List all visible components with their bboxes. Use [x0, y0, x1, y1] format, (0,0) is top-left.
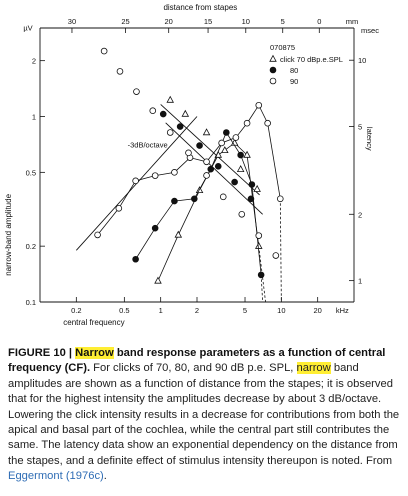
legend-marker-0 — [270, 56, 276, 62]
annotation-3db-octave: -3dB/octave — [127, 140, 168, 150]
amplitude-point-80-6 — [238, 152, 244, 158]
latency-point-70-0 — [167, 97, 173, 103]
latency-point-90-1 — [117, 68, 123, 74]
bottom-tick-label-0.5: 0.5 — [119, 306, 130, 315]
latency-point-90-6 — [204, 173, 210, 179]
top-tick-label-5: 5 — [280, 17, 285, 26]
bottom-tick-label-0.2: 0.2 — [71, 306, 82, 315]
latency-point-90-4 — [167, 130, 173, 136]
amplitude-point-90-3 — [152, 173, 158, 179]
amplitude-point-80-3 — [191, 196, 197, 202]
legend-marker-1 — [270, 67, 276, 73]
bottom-tick-label-2: 2 — [194, 306, 200, 315]
latency-point-90-9 — [256, 233, 262, 239]
amplitude-point-80-4 — [208, 166, 214, 172]
top-tick-label-20: 20 — [164, 17, 173, 26]
amplitude-point-90-2 — [133, 178, 139, 184]
figure-caption — [8, 346, 402, 485]
top-axis-title: distance from stapes — [163, 3, 238, 12]
right-tick-label-2: 2 — [358, 210, 363, 220]
amplitude-point-90-7 — [219, 140, 225, 146]
amplitude-point-80-2 — [172, 198, 178, 204]
amplitude-point-80-1 — [152, 225, 158, 231]
amplitude-point-80-5 — [223, 130, 229, 136]
latency-trend-line-1 — [161, 104, 260, 194]
amplitude-tail-90 — [280, 199, 281, 302]
latency-point-80-1 — [177, 124, 183, 130]
bottom-tick-label-5: 5 — [242, 306, 248, 315]
caption-end: . — [103, 470, 107, 483]
right-axis-unit: msec — [361, 25, 379, 35]
left-tick-label-2: 2 — [31, 56, 36, 66]
amplitude-point-90-10 — [256, 102, 262, 108]
legend-label-0: click 70 dBp.e.SPL — [280, 55, 343, 64]
latency-point-80-3 — [215, 163, 221, 169]
latency-point-70-4 — [238, 166, 244, 172]
latency-point-80-4 — [232, 179, 238, 185]
latency-point-70-3 — [222, 147, 228, 153]
top-tick-label-0: 0 — [317, 17, 322, 26]
right-tick-label-1: 1 — [358, 276, 363, 286]
caption-highlight-title: Narrow — [75, 347, 114, 359]
caption-body-text: band amplitudes are shown as a function of distance from the stapes; it is observed that for the highest intensity the amplitudes decrease by about 3 dB/octave. Lowering the click intensity results in a decrease for contributions from both the apical and basal part of the cochlea, while the central part still contributes the same. The latency data show an exponential dependency on the distance from the stapes, and a definite effect of stimulus intensity thereupon is noted. From — [8, 362, 400, 467]
top-tick-label-30: 30 — [67, 17, 77, 26]
legend-marker-2 — [270, 78, 276, 84]
left-tick-label-1: 1 — [31, 112, 36, 122]
amplitude-point-90-6 — [204, 159, 210, 165]
bottom-axis-unit: kHz — [335, 306, 349, 315]
top-tick-label-25: 25 — [121, 17, 130, 26]
legend-id: 070875 — [270, 43, 296, 52]
right-axis-title: latency — [365, 126, 374, 151]
amplitude-point-90-11 — [265, 120, 271, 126]
amplitude-point-90-12 — [277, 196, 283, 202]
right-tick-label-10: 10 — [358, 56, 367, 66]
latency-point-90-8 — [239, 211, 245, 217]
amplitude-point-70-1 — [175, 232, 181, 238]
top-axis-unit: mm — [345, 17, 359, 26]
amplitude-point-90-8 — [233, 135, 239, 141]
caption-figure-label: FIGURE 10 | — [8, 347, 76, 359]
left-axis-title: narrow-band amplitude — [4, 193, 13, 276]
amplitude-point-80-7 — [249, 182, 255, 188]
latency-point-90-7 — [220, 194, 226, 200]
latency-point-80-0 — [160, 111, 166, 117]
amplitude-point-90-1 — [116, 205, 122, 211]
latency-point-80-2 — [197, 143, 203, 149]
latency-point-90-3 — [150, 108, 156, 114]
citation-link[interactable]: Eggermont (1976c) — [8, 470, 104, 483]
latency-point-90-2 — [134, 89, 140, 95]
legend-label-1: 80 — [290, 66, 299, 75]
left-tick-label-0.1: 0.1 — [25, 298, 36, 307]
amplitude-point-70-6 — [256, 243, 262, 249]
amplitude-point-80-8 — [258, 272, 264, 278]
amplitude-point-70-0 — [155, 277, 161, 283]
bottom-tick-label-10: 10 — [277, 306, 286, 315]
latency-point-70-1 — [182, 111, 188, 117]
latency-point-90-5 — [186, 150, 192, 156]
latency-point-90-0 — [101, 48, 107, 54]
top-tick-label-10: 10 — [241, 17, 250, 26]
caption-highlight-body: narrow — [296, 362, 331, 375]
amplitude-point-90-0 — [95, 232, 101, 238]
left-tick-label-0.2: 0.2 — [25, 242, 36, 252]
legend-label-2: 90 — [290, 77, 299, 86]
amplitude-point-80-0 — [133, 256, 139, 262]
left-axis-unit: µV — [23, 23, 33, 33]
latency-point-70-5 — [254, 186, 260, 192]
caption-body-start: For clicks of 70, 80, and 90 dB p.e. SPL, — [90, 362, 297, 375]
right-tick-label-5: 5 — [358, 122, 363, 132]
left-tick-label-0.5: 0.5 — [25, 168, 36, 178]
amplitude-line-90 — [98, 105, 281, 235]
latency-point-90-10 — [273, 253, 279, 259]
bottom-tick-label-1: 1 — [158, 306, 163, 315]
latency-point-80-5 — [248, 196, 254, 202]
amplitude-point-90-4 — [172, 169, 178, 175]
bottom-tick-label-20: 20 — [313, 306, 322, 315]
amplitude-point-90-9 — [244, 120, 250, 126]
caption-title-text: band response parameters as a function of central frequency (CF). — [8, 347, 386, 375]
bottom-axis-title: central frequency — [63, 318, 125, 327]
latency-point-70-2 — [203, 129, 209, 135]
top-tick-label-15: 15 — [203, 17, 213, 26]
